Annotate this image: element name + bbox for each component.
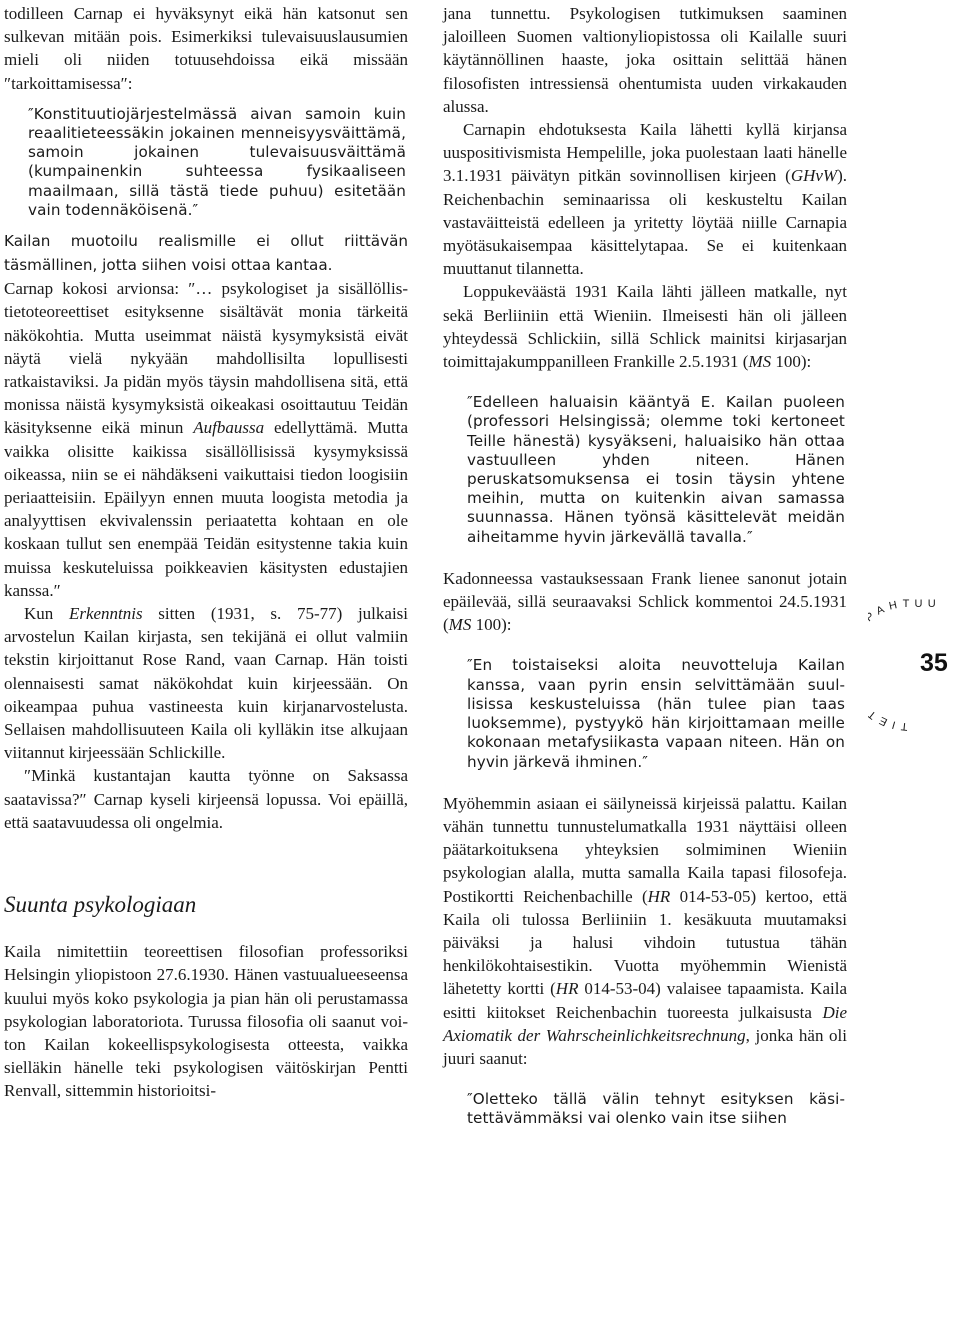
brand-arc-text: TIE AHTUU [872, 598, 941, 733]
quote-text: ″Oletteko tällä välin tehnyt esityksen käsitettävämmäksi vai olenko vain itse siihen [467, 1090, 845, 1128]
paragraph: Carnap kokosi arvionsa: ″… psykologiset ja sisällöllis-tietoteoreettiset esityksenne sisältävät monia tärkeitä näkökohtia. Mutta useimmat näistä kysymyksistä eivät näytä vielä nykyään mahdollisilta lopullisesti ratkaistaviksi. Ja pidän myös täysin mahdollisena sitä, että monissa näistä kysymyksistä oikeakasi osoittautuu Teidän käsityksenne eikä minun Aufbaussa edellyttämä. Mutta vaikka olisitte kaikissa sisällöllisissä kysymyksissä oikeassa, niin se ei nähdäkseni vaikuttaisi tiedon loogisiin periaatteisiin. Epäilyyn ennen muuta loogista metodia ja analyyttisen ekvivalenssin periaatetta kohtaan en ole koskaan tullut sen enempää Teidän esitystenne takia kuin muissa keskuteluissa poikkeavien käsitysten edustajien kanssa.″ [4, 279, 409, 600]
paragraph: Kadonneessa vastauksessaan Frank lienee sanonut jotain epäilevää, sillä seuraavaksi Schlick kommentoi 24.5.1931 (MS 100): [443, 568, 847, 635]
right-column [443, 2, 847, 1129]
left-column [4, 2, 408, 1103]
paragraph-sans: Kailan muotoilu realismille ei ollut riittävän täsmällinen, jotta siihen voisi ottaa kantaa. [4, 232, 408, 274]
paragraph: ″Minkä kustantajan kautta työnne on Saksassa saatavissa?″ Carnap kyseli kirjeensä lopussa. Voi epäillä, että saatavuudessa oli ongelmia. [4, 766, 408, 832]
italic-ref: MS [448, 615, 472, 635]
italic-ref: HR [555, 979, 579, 999]
italic-ref: MS [748, 352, 772, 372]
paragraph: Carnapin ehdotuksesta Kaila lähetti kyllä kirjansa uuspositivismista Hempelille, joka puolestaan laati hänelle 3.1.1931 päivätyn pitkän sovinnollisen kirjeen (GHvW). Reichenbachin seminaarissa oli keskusteltu Kailan vastaväitteistä edelleen ja yritetty löytää niille Carnapia myötäsukaisempaa käsittelytapaa. Se ei kuitenkaan muuttanut tilannetta. [443, 120, 847, 279]
page-number: 35 [920, 649, 948, 677]
paragraph: Myöhemmin asiaan ei säilyneissä kirjeissä palattu. Kailan vähän tunnettu tunnustelumatkalla 1931 näyttäisi olleen päätarkoituksena yhteyksien solmiminen Wieniin psykologian alalla, mutta samalla Kaila tapasi filosofeja. Postikortti Reichenbachille (HR 014-53-05) kertoo, että Kaila oli tulossa Berliiniin 1. kesäkuuta muutamaksi päiväksi ja halusi vihdoin tutustua tähän henkilökohtaisestikin. Vuotta myöhemmin Wienistä lähetetty kortti (HR 014-53-04) valaisee tapaamista. Kaila esitti kiitokset Reichenbachin tuoreesta julkaisusta Die Axiomatik der Wahrscheinlichkeitsrechnung, jonka hän oli juuri saanut: [443, 793, 848, 1068]
paragraph: todilleen Carnap ei hyväksynyt eikä hän katsonut sen sulkevan mitään pois. Esimerkiksi tulevaisuuslausumien mieli oli niiden totuusehdoissa eikä missään ″tarkoittamisessa″: [4, 4, 408, 93]
quote-text: ″Edelleen haluaisin kääntyä E. Kailan puoleen (professori Helsingissä; olemme toki kertoneet Teille hänestä) kysyäkseni, haluaisiko hän ottaa vastuulleen yhden niteen. Hänen peruskatsomuksensa ei tosin täysin yhtene meihin, mutta on kuitenkin aivan samassa suunnassa. Hänen työnsä käsittelevät meidän aiheitamme hyvin järkevällä tavalla.″ [467, 393, 845, 546]
block-quote [443, 393, 847, 547]
italic-ref: HR [647, 886, 671, 906]
paragraph: Loppukeväästä 1931 Kaila lähti jälleen matkalle, nyt sekä Berliiniin että Wieniin. Ilmeisesti hän oli jälleen yhteydessä Schlickiin, sillä Schlick mainitsi kirjasarjan toimittajakumppanilleen Frankille 2.5.1931 (MS 100): [443, 282, 847, 372]
italic-ref: GHvW [790, 166, 838, 186]
quote-text: ″En toistaiseksi aloita neuvotteluja Kailan kanssa, vaan pyrin ensin selvittämään suullisissa keskusteluissa (hän tulee pian taas luoksemme), pystyykö hän kirjoittamaan meille kokonaan metafysiikasta vapaan niteen. Hän on hyvin järkevä ihminen.″ [467, 656, 845, 771]
italic-title: Aufbaussa [193, 418, 265, 438]
italic-title: Erkenntnis [68, 604, 143, 624]
paragraph: jana tunnettu. Psykologisen tutkimuksen saaminen jaloilleen Suomen valtionyliopistossa oli Kailalle suuri käytännöllinen haaste, joka osittain selittää hänen filosofisten intressiensä ohentumista uuden virkakauden alussa. [443, 4, 847, 116]
paragraph: Kaila nimitettiin teoreettisen filosofian professoriksi Helsingin yliopistoon 27.6.1930. Hänen vastuualueeseensa kuului myös koko psykologia ja pian hän oli perustamassa psykologian laboratoriota. Turussa filosofia oli saanut voiton Kailan kokeellispsykologisesta otteesta, vaikka sielläkin hänelle teki psykologisen väitöskirjan Pentti Renvall, sittemmin historioitsi- [4, 942, 408, 1101]
block-quote [4, 105, 408, 220]
block-quote [443, 656, 847, 771]
italic-title: Die Axiomatik der Wahrscheinlichkeitsrechnung [443, 1002, 847, 1045]
section-heading: Suunta psykologiaan [4, 892, 197, 918]
paragraph: Kun Erkenntnis sitten (1931, s. 75-77) julkaisi arvostelun Kailan kirjasta, sen tekijänä ei ollut valmiin tekstin kirjoittanut Rose Rand, vaan Carnap. Hän toisti olennaisesti samat näkökohdat kuin kirjeessään. On oikeampaa puhua vastineesta kuin kirjanarvostelusta. Sellaisen mahdollisuuteen Kaila oli kylläkin itse alkujaan viitannut kirjeessään Schlickille. [4, 604, 409, 763]
quote-text: ″Konstituutiojärjestelmässä aivan samoin kuin reaalitieteessäkin jokainen menneisyysväittämä, samoin jokainen tulevaisuusväittämä (kumpainenkin suhteessa fysikaaliseen maailmaan, sillä tästä tiede puhuu) esitetään vain todennäköisenä.″ [28, 104, 406, 219]
block-quote [443, 1090, 847, 1128]
section-brand-arc [868, 575, 960, 735]
